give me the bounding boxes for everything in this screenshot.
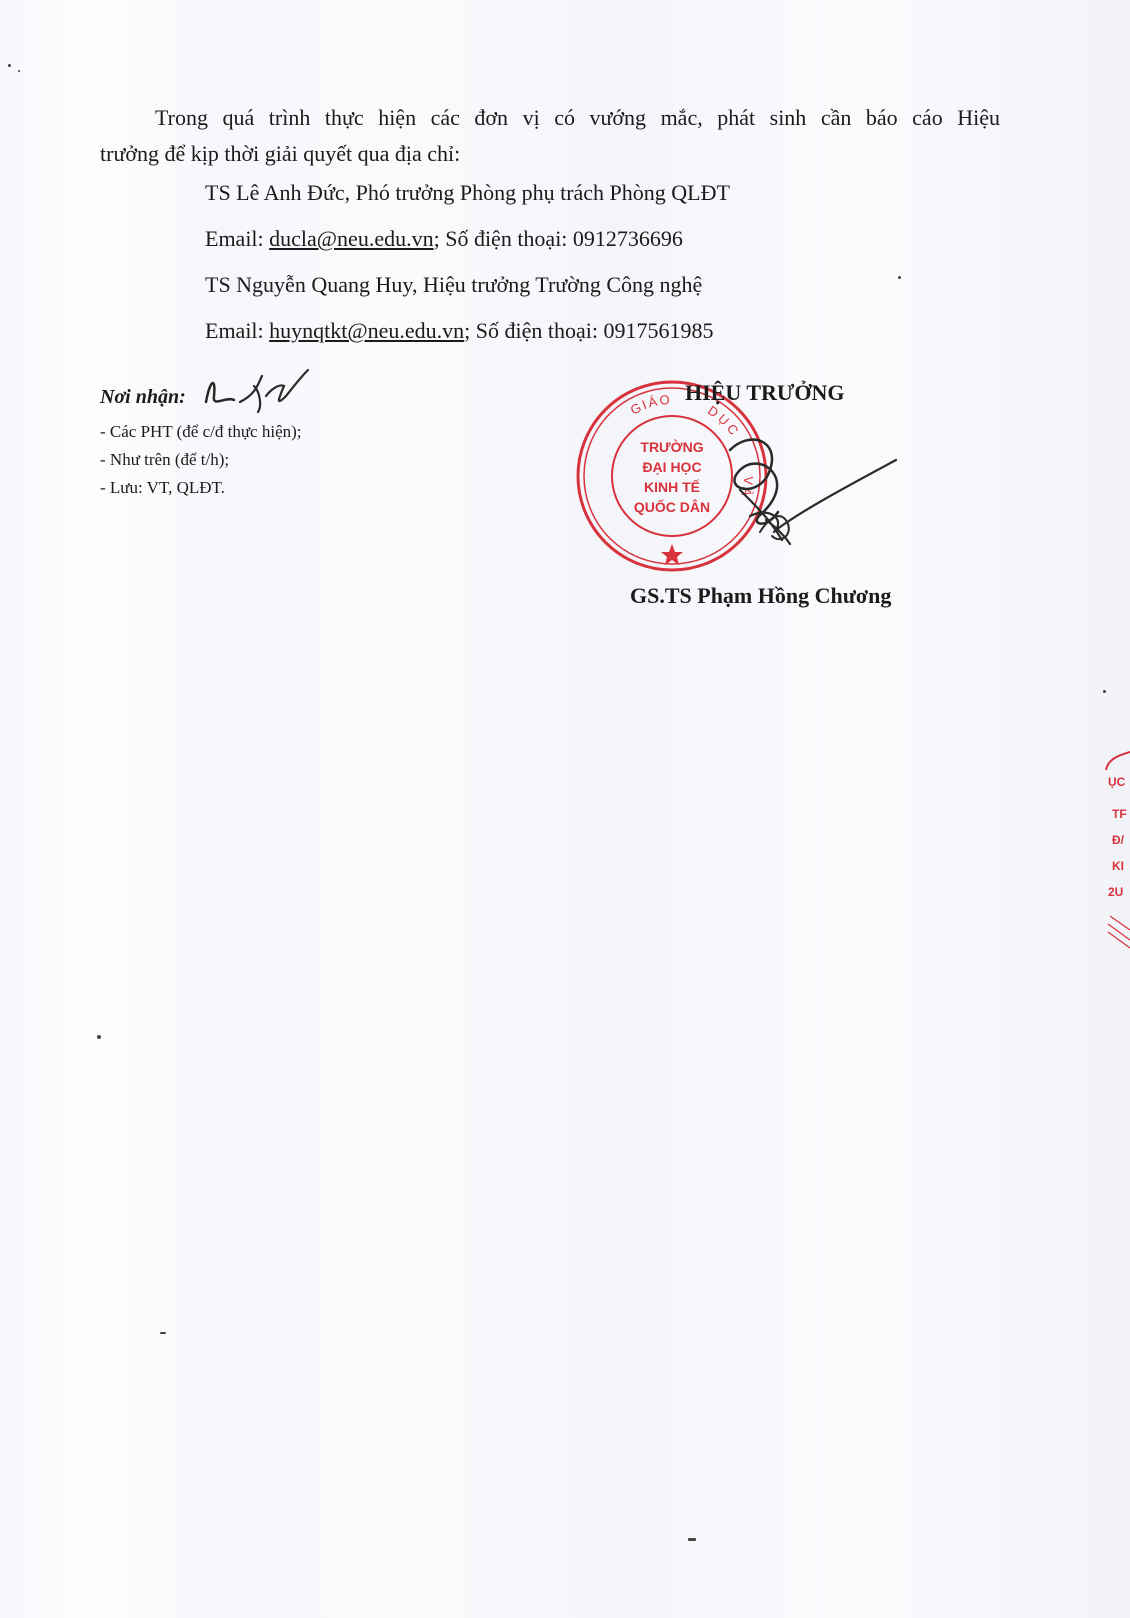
scan-speck [8,64,11,67]
contact-name-2: TS Nguyễn Quang Huy, Hiệu trưởng Trường Công nghệ [205,272,703,297]
intro-paragraph [100,100,1000,172]
seal-line: TRƯỜNG [640,439,704,455]
contact-email-line-1 [205,226,683,252]
edge-seal-text: KI [1112,859,1124,873]
edge-seal-text: Đ/ [1112,833,1124,847]
edge-seal-text: ỤC [1108,775,1126,789]
email-link-1[interactable]: ducla@neu.edu.vn [269,226,434,251]
scan-speck [688,1538,696,1541]
edge-seal-text: 2U [1108,885,1124,899]
scan-speck [898,276,901,279]
intro-line-1: Trong quá trình thực hiện các đơn vị có vướng mắc, phát sinh cần báo cáo Hiệu [155,105,1000,130]
contact-name-1: TS Lê Anh Đức, Phó trưởng Phòng phụ trách Phòng QLĐT [205,180,730,205]
seal-ring-left: GIÁO [627,391,673,418]
signer-name: GS.TS Phạm Hồng Chương [630,583,892,608]
email-label: Email: [205,226,270,251]
seal-line: ĐẠI HỌC [642,459,702,475]
recipient-item: - Các PHT (để c/đ thực hiện); [100,422,302,441]
handwritten-signature [690,420,910,560]
initials-mark [200,366,320,416]
recipient-item: - Như trên (để t/h); [100,450,230,469]
email-label: Email: [205,318,270,343]
intro-line-2: trưởng để kịp thời giải quyết qua địa chỉ: [100,141,461,166]
seal-star-icon [661,544,683,565]
scan-speck [1103,690,1106,693]
seal-line: QUỐC DÂN [633,499,711,515]
recipient-item: - Lưu: VT, QLĐT. [100,478,225,497]
edge-seal-fragment [1104,748,1130,958]
scan-speck [18,70,20,72]
contact-email-line-2 [205,318,714,344]
seal-line: KINH TẾ [644,479,700,495]
phone-text-1: ; Số điện thoại: 0912736696 [433,226,683,251]
edge-seal-text: TF [1112,807,1127,821]
scan-speck [97,1035,101,1039]
phone-text-2: ; Số điện thoại: 0917561985 [464,318,714,343]
signature-title: HIỆU TRƯỞNG [685,380,845,405]
email-link-2[interactable]: huynqtkt@neu.edu.vn [269,318,465,343]
recipients-title: Nơi nhận: [100,386,186,408]
seal-ring-top: DỤC [705,402,744,440]
scan-speck [160,1332,166,1334]
seal-ring-right: VÀ [738,475,757,500]
